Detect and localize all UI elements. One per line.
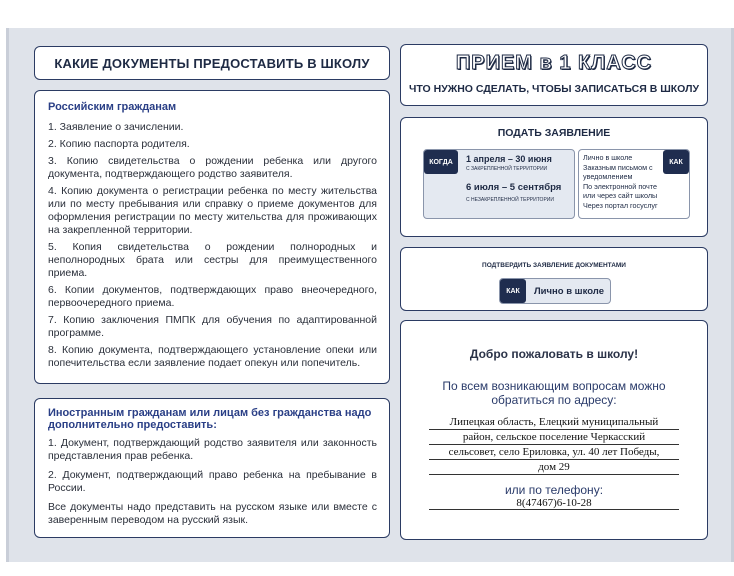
document-item: 5. Копия свидетельства о рождении полнородных и неполнородных брата или сестры для преимущественного приема. <box>48 241 377 279</box>
admission-subtitle: ЧТО НУЖНО СДЕЛАТЬ, ЧТОБЫ ЗАПИСАТЬСЯ В ШКОЛУ <box>409 83 699 95</box>
welcome-box <box>400 320 708 540</box>
how-option: Лично в школе <box>583 153 633 162</box>
how-option: Заказным письмом с уведомлением <box>583 162 653 182</box>
period-other-territory-note: С НЕЗАКРЕПЛЕННОЙ ТЕРРИТОРИИ <box>466 197 554 203</box>
document-item: 2. Документ, подтверждающий право ребенка на пребывание в России. <box>48 469 377 494</box>
document-item: 1. Заявление о зачислении. <box>48 121 184 133</box>
welcome-title: Добро пожаловать в школу! <box>469 347 639 361</box>
confirm-method-value: Лично в школе <box>534 285 604 297</box>
how-card <box>578 149 690 219</box>
document-item: 3. Копию свидетельства о рождении ребенка или другого документа, подтверждающего родство заявителя. <box>48 155 377 180</box>
when-card <box>423 149 575 219</box>
admission-title: ПРИЕМ в 1 КЛАСС <box>455 52 653 74</box>
period-fixed-territory: 1 апреля – 30 июня <box>466 154 552 164</box>
foreign-citizens-heading: Иностранным гражданам или лицам без гражданства надо дополнительно предоставить: <box>48 407 372 431</box>
foreign-citizens-box <box>34 398 390 538</box>
document-note: Все документы надо представить на русском языке или вместе с заверенным переводом на русский язык. <box>48 501 377 526</box>
confirm-how-tag: КАК <box>500 279 526 303</box>
submit-application-box <box>400 117 708 237</box>
document-item: 2. Копию паспорта родителя. <box>48 138 190 150</box>
confirm-documents-box <box>400 247 708 311</box>
address-line: сельсовет, село Ериловка, ул. 40 лет Победы, <box>429 445 679 460</box>
document-item: 7. Копию заключения ПМПК для обучения по адаптированной программе. <box>48 314 377 339</box>
period-fixed-territory-note: С ЗАКРЕПЛЕННОЙ ТЕРРИТОРИИ <box>466 166 548 172</box>
address-line: дом 29 <box>429 460 679 475</box>
period-other-territory: 6 июля – 5 сентября <box>466 182 562 193</box>
school-address <box>429 415 679 475</box>
documents-title: КАКИЕ ДОКУМЕНТЫ ПРЕДОСТАВИТЬ В ШКОЛУ <box>54 55 370 71</box>
russian-citizens-box <box>34 90 390 384</box>
phone-label: или по телефону: <box>504 483 604 497</box>
confirm-method <box>499 278 611 304</box>
how-tag: КАК <box>663 150 689 174</box>
school-phone: 8(47467)6-10-28 <box>429 497 679 510</box>
how-option: По электронной почте или через сайт школы <box>583 181 658 201</box>
document-item: 1. Документ, подтверждающий родство заявителя или законность представления прав ребенка. <box>48 437 377 462</box>
how-option: Через портал госуслуг <box>583 200 658 210</box>
how-options-list <box>583 153 665 211</box>
document-item: 8. Копию документа, подтверждающего установление опеки или попечительства если заявление подает опекун или попечитель. <box>48 344 377 369</box>
address-line: район, сельское поселение Черкасский <box>429 430 679 445</box>
admission-header-box <box>400 44 708 106</box>
russian-citizens-heading: Российским гражданам <box>48 101 177 113</box>
document-item: 6. Копии документов, подтверждающих право внеочередного, первоочередного приема. <box>48 284 377 309</box>
document-item: 4. Копию документа о регистрации ребенка по месту жительства или по месту пребывания или справку о приеме документов для оформления регистрации по месту жительства для проживающих на закрепленной территории. <box>48 185 377 236</box>
address-line: Липецкая область, Елецкий муниципальный <box>429 415 679 430</box>
when-tag: КОГДА <box>424 150 458 174</box>
submit-application-heading: ПОДАТЬ ЗАЯВЛЕНИЕ <box>497 127 611 139</box>
welcome-subtitle: По всем возникающим вопросам можно обратиться по адресу: <box>442 379 666 407</box>
confirm-documents-heading: ПОДТВЕРДИТЬ ЗАЯВЛЕНИЕ ДОКУМЕНТАМИ <box>482 262 626 269</box>
documents-title-box <box>34 46 390 80</box>
